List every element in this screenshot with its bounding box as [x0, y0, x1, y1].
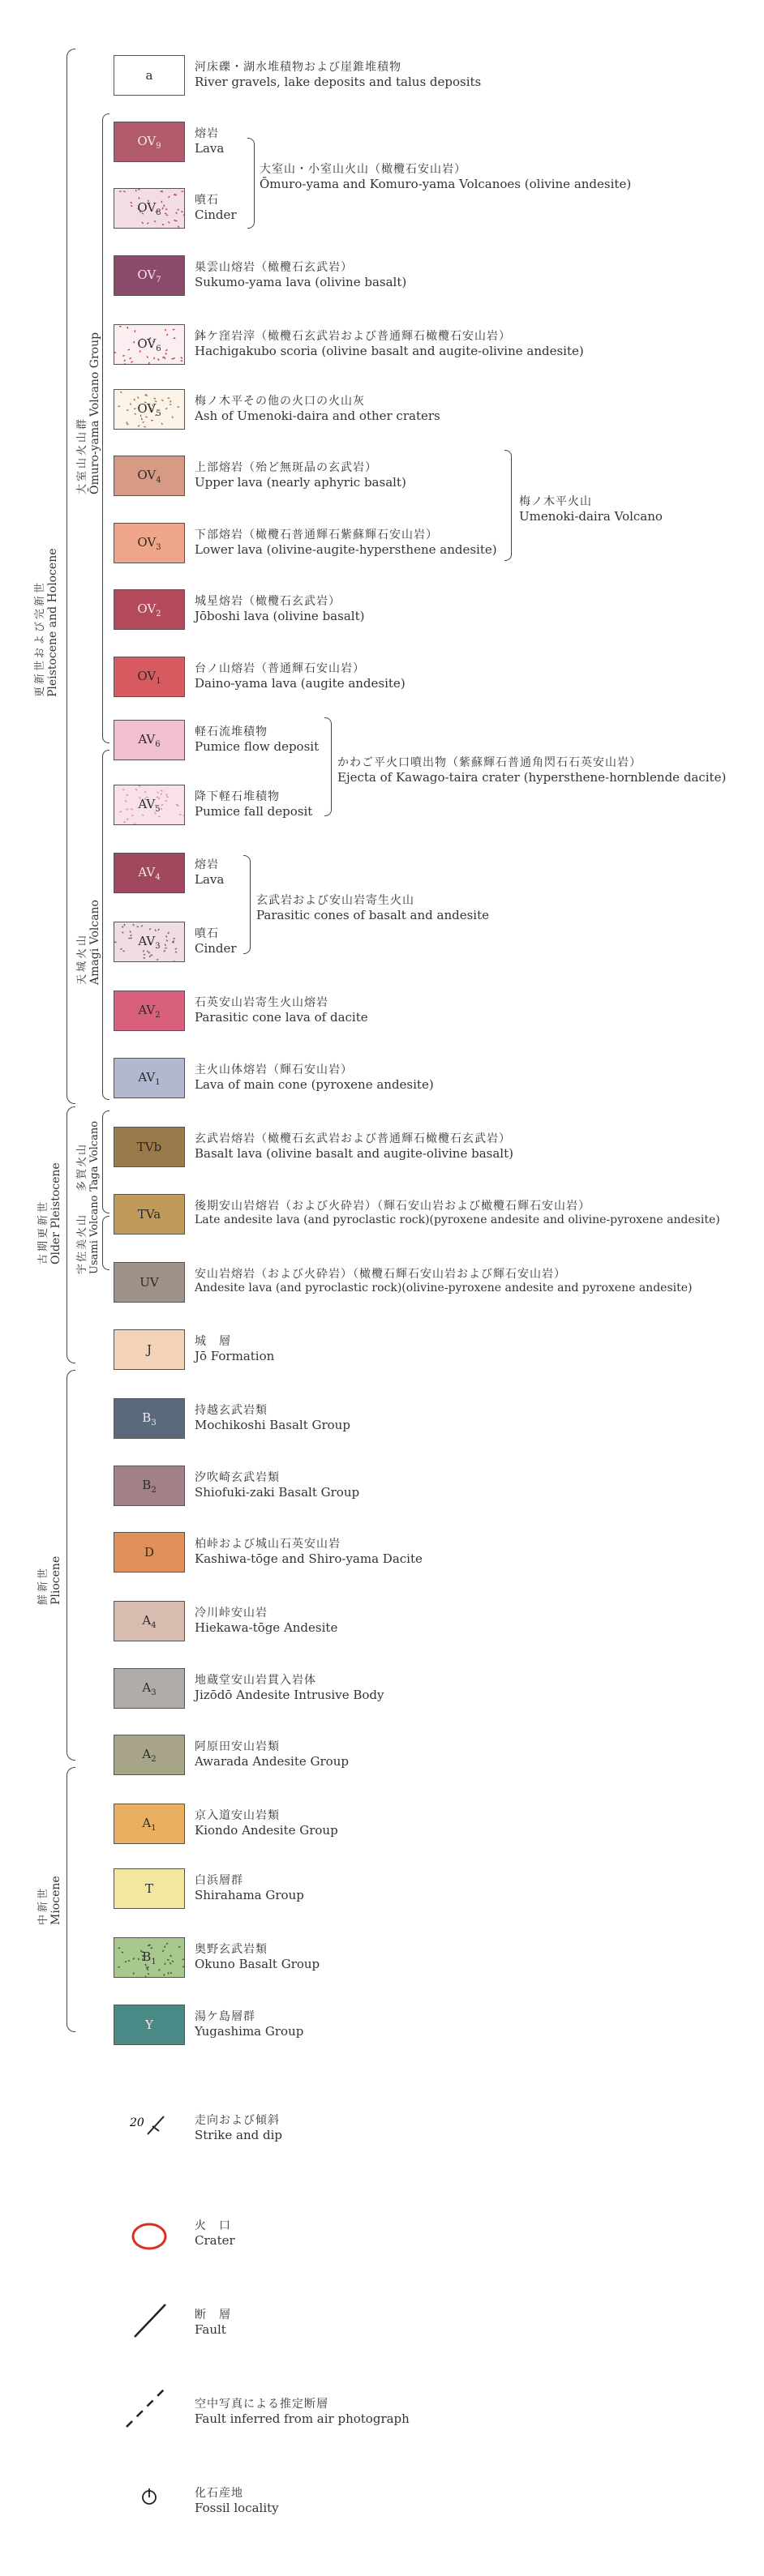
unit-label-jp: 城 層: [195, 1335, 231, 1348]
unit-code: $OV_5$: [137, 400, 161, 418]
unit-label-jp: 主火山体熔岩（輝石安山岩）: [195, 1063, 353, 1076]
unit-swatch-av2: [114, 991, 185, 1031]
unit-label-en: Jō Formation: [195, 1349, 275, 1363]
unit-code: $AV_1$: [138, 1069, 161, 1087]
unit-description-a1: [195, 1807, 338, 1838]
unit-description-b3: [195, 1401, 350, 1432]
unit-swatch-a1: [114, 1804, 185, 1844]
unit-label-en: Basalt lava (olivine basalt and augite-olivine basalt): [195, 1146, 513, 1161]
unit-code: $B_2$: [142, 1477, 157, 1495]
unit-swatch-ov8: [114, 188, 185, 229]
group-brace-amagi: [102, 750, 109, 1100]
unit-description-d: [195, 1535, 423, 1566]
unit-label-en: Pumice fall deposit: [195, 804, 313, 819]
unit-label-jp: 湯ケ島層群: [195, 2010, 255, 2023]
unit-description-a3: [195, 1671, 384, 1702]
unit-label-jp: 降下軽石堆積物: [195, 790, 280, 803]
unit-label-jp: 後期安山岩熔岩（および火砕岩）（輝石安山岩および橄欖石輝石安山岩）: [195, 1200, 590, 1213]
unit-description-ov6: [195, 327, 584, 358]
unit-swatch-ov2: [114, 589, 185, 630]
unit-code: UV: [139, 1275, 159, 1290]
unit-code: $OV_6$: [137, 336, 161, 353]
unit-description-ov8: [195, 191, 237, 222]
unit-label-en: Cinder: [195, 941, 237, 956]
unit-label-jp: 噴石: [195, 927, 219, 940]
unit-label-en: Okuno Basalt Group: [195, 1957, 320, 1971]
unit-label-jp: 梅ノ木平その他の火口の火山灰: [195, 395, 365, 408]
unit-code: $A_1$: [142, 1815, 157, 1833]
group-kawago: かわご平火口噴出物（紫蘇輝石普通角閃石石英安山岩） Ejecta of Kawago-taira crater (hypersthene-hornblende dacite): [337, 756, 727, 785]
unit-description-ov5: [195, 392, 440, 423]
unit-label-jp: 柏峠および城山石英安山岩: [195, 1538, 341, 1551]
symbol-fault: 断 層 Fault: [195, 2309, 231, 2337]
unit-swatch-av1: [114, 1058, 185, 1098]
epoch-brace-miocene: [67, 1767, 75, 2032]
unit-label-jp: 熔岩: [195, 858, 219, 871]
unit-code: $OV_7$: [137, 267, 161, 285]
unit-description-ov2: [195, 593, 364, 623]
unit-label-jp: 河床礫・湖水堆積物および崖錐堆積物: [195, 61, 401, 74]
unit-swatch-ov1: [114, 657, 185, 697]
unit-code: $AV_3$: [138, 933, 161, 951]
unit-label-en: Kiondo Andesite Group: [195, 1823, 338, 1838]
unit-label-jp: 鉢ケ窪岩滓（橄欖石玄武岩および普通輝石橄欖石安山岩）: [195, 330, 511, 343]
unit-label-jp: 汐吹崎玄武岩類: [195, 1471, 280, 1484]
unit-swatch-a4: [114, 1601, 185, 1641]
symbol-inferred-fault: 空中写真による推定断層 Fault inferred from air photograph: [195, 2398, 410, 2426]
unit-label-jp: 玄武岩熔岩（橄欖石玄武岩および普通輝石橄欖石玄武岩）: [195, 1132, 511, 1145]
group-brace-taga: [102, 1110, 109, 1213]
unit-description-av5: [195, 788, 312, 819]
unit-label-jp: 白浜層群: [195, 1874, 243, 1887]
unit-swatch-av4: [114, 853, 185, 893]
unit-description-ov9: [195, 125, 224, 156]
label-pliocene: 鮮新世 Pliocene: [37, 1555, 62, 1605]
unit-description-b1: [195, 1941, 320, 1971]
unit-description-ov3: [195, 526, 497, 557]
unit-code: $OV_1$: [137, 668, 161, 686]
unit-label-en: Parasitic cone lava of dacite: [195, 1010, 368, 1025]
unit-code: $OV_2$: [137, 601, 161, 618]
unit-description-av4: [195, 856, 224, 887]
brace-parasitic: [243, 855, 251, 954]
unit-label-jp: 地蔵堂安山岩貫入岩体: [195, 1674, 316, 1687]
unit-description-ov7: [195, 259, 406, 289]
unit-swatch-tvb: [114, 1127, 185, 1167]
unit-description-a: [195, 58, 481, 89]
unit-label-jp: 奥野玄武岩類: [195, 1943, 268, 1956]
brace-omuro: [247, 138, 255, 229]
unit-description-uv: [195, 1265, 692, 1294]
unit-label-en: Awarada Andesite Group: [195, 1754, 349, 1769]
label-miocene: 中新世 Miocene: [37, 1876, 62, 1925]
unit-description-av2: [195, 994, 368, 1025]
unit-label-en: Lava of main cone (pyroxene andesite): [195, 1077, 434, 1092]
unit-swatch-av5: [114, 785, 185, 825]
unit-swatch-b2: [114, 1466, 185, 1506]
unit-swatch-b1: [114, 1937, 185, 1978]
unit-label-jp: 下部熔岩（橄欖石普通輝石紫蘇輝石安山岩）: [195, 528, 438, 541]
unit-code: $B_1$: [142, 1949, 157, 1966]
brace-kawago: [324, 717, 332, 816]
unit-code: $AV_2$: [138, 1002, 161, 1020]
label-older-pleistocene: 古期更新世 Older Pleistocene: [37, 1162, 62, 1264]
unit-code: $A_2$: [142, 1746, 157, 1764]
label-amagi: 天城火山 Amagi Volcano: [76, 900, 101, 985]
group-brace-usami: [102, 1216, 109, 1270]
unit-label-jp: 噴石: [195, 194, 219, 207]
unit-label-jp: 阿原田安山岩類: [195, 1740, 280, 1753]
crater-icon: [130, 2221, 169, 2255]
unit-description-a2: [195, 1738, 349, 1769]
unit-swatch-av3: [114, 922, 185, 962]
unit-label-en: Shiofuki-zaki Basalt Group: [195, 1485, 360, 1500]
unit-label-jp: 熔岩: [195, 127, 219, 140]
unit-description-b2: [195, 1469, 359, 1500]
unit-description-av1: [195, 1061, 434, 1092]
unit-swatch-av6: [114, 720, 185, 760]
unit-swatch-a3: [114, 1668, 185, 1709]
unit-description-a4: [195, 1604, 337, 1635]
unit-code: $B_3$: [142, 1410, 157, 1427]
unit-swatch-t: [114, 1868, 185, 1909]
unit-description-av3: [195, 925, 237, 956]
unit-label-en: Kashiwa-tōge and Shiro-yama Dacite: [195, 1551, 423, 1566]
unit-code: $OV_3$: [137, 534, 161, 552]
label-omuro-group: 大室山火山群 Ōmuro-yama Volcano Group: [76, 332, 101, 494]
unit-swatch-ov5: [114, 389, 185, 430]
unit-code: $A_3$: [142, 1680, 157, 1697]
group-umenoki: 梅ノ木平火山 Umenoki-daira Volcano: [519, 495, 663, 524]
unit-label-en: Mochikoshi Basalt Group: [195, 1418, 350, 1432]
unit-code: $A_4$: [142, 1612, 157, 1630]
fossil-icon: [139, 2487, 159, 2510]
unit-swatch-b3: [114, 1398, 185, 1439]
unit-label-jp: 安山岩熔岩（および火砕岩）（橄欖石輝石安山岩および輝石安山岩）: [195, 1268, 566, 1281]
unit-label-en: River gravels, lake deposits and talus deposits: [195, 75, 482, 89]
label-usami: 宇佐美火山 Usami Volcano: [76, 1195, 101, 1274]
unit-swatch-tva: [114, 1194, 185, 1235]
unit-swatch-d: [114, 1532, 185, 1573]
unit-description-t: [195, 1872, 304, 1902]
unit-code: TVa: [137, 1207, 161, 1222]
group-omuro: 大室山・小室山火山（橄欖石安山岩） Ōmuro-yama and Komuro-yama Volcanoes (olivine andesite): [260, 163, 632, 191]
unit-code: TVb: [136, 1140, 162, 1154]
unit-label-en: Ash of Umenoki-daira and other craters: [195, 409, 440, 423]
unit-swatch-ov9: [114, 122, 185, 162]
unit-swatch-j: [114, 1329, 185, 1370]
label-pleistocene-holocene: 更新世および完新世 Pleistocene and Holocene: [34, 548, 59, 697]
unit-code: $OV_8$: [137, 199, 161, 217]
unit-label-en: Sukumo-yama lava (olivine basalt): [195, 275, 407, 289]
unit-code: J: [146, 1342, 152, 1357]
unit-label-en: Jōboshi lava (olivine basalt): [195, 609, 365, 623]
unit-swatch-ov3: [114, 523, 185, 563]
unit-label-en: Hachigakubo scoria (olivine basalt and augite-olivine andesite): [195, 344, 584, 358]
unit-label-jp: 石英安山岩寄生火山熔岩: [195, 996, 328, 1009]
unit-label-en: Lava: [195, 141, 225, 156]
unit-label-jp: 持越玄武岩類: [195, 1404, 268, 1417]
epoch-brace-pliocene: [67, 1370, 75, 1761]
symbol-strike-dip: 走向および傾斜 Strike and dip: [195, 2114, 282, 2142]
unit-swatch-ov6: [114, 324, 185, 365]
unit-code: $OV_9$: [137, 133, 161, 151]
unit-swatch-ov7: [114, 255, 185, 296]
unit-label-en: Yugashima Group: [195, 2024, 304, 2039]
brace-umenoki: [504, 450, 512, 561]
unit-description-y: [195, 2008, 303, 2039]
unit-label-en: Late andesite lava (and pyroclastic rock)(pyroxene andesite and olivine-pyroxene andesite): [195, 1213, 720, 1226]
unit-swatch-a: [114, 55, 185, 96]
svg-text:20: 20: [130, 2116, 144, 2129]
unit-label-jp: 上部熔岩（殆ど無斑晶の玄武岩）: [195, 461, 377, 474]
unit-description-tva: [195, 1197, 720, 1226]
unit-swatch-a2: [114, 1735, 185, 1775]
symbol-crater: 火 口 Crater: [195, 2219, 235, 2248]
unit-label-jp: 冷川峠安山岩: [195, 1607, 268, 1620]
unit-description-tvb: [195, 1130, 513, 1161]
unit-code: $AV_6$: [138, 731, 161, 749]
unit-description-ov1: [195, 660, 406, 691]
unit-swatch-y: [114, 2005, 185, 2045]
unit-description-ov4: [195, 459, 406, 490]
unit-label-en: Daino-yama lava (augite andesite): [195, 676, 406, 691]
unit-label-en: Andesite lava (and pyroclastic rock)(olivine-pyroxene andesite and pyroxene andesite): [195, 1282, 693, 1294]
unit-description-j: [195, 1333, 274, 1363]
unit-code: $AV_5$: [138, 796, 161, 814]
unit-swatch-uv: [114, 1262, 185, 1303]
unit-label-jp: 台ノ山熔岩（普通輝石安山岩）: [195, 662, 365, 675]
unit-label-jp: 城星熔岩（橄欖石玄武岩）: [195, 595, 341, 608]
unit-swatch-ov4: [114, 456, 185, 496]
inferred-fault-icon: [122, 2383, 170, 2435]
unit-code: $AV_4$: [138, 864, 161, 882]
group-parasitic: 玄武岩および安山岩寄生火山 Parasitic cones of basalt and andesite: [256, 894, 489, 922]
unit-code: a: [145, 68, 153, 83]
unit-label-jp: 軽石流堆積物: [195, 725, 268, 738]
fault-icon: [130, 2300, 170, 2344]
unit-label-en: Upper lava (nearly aphyric basalt): [195, 475, 406, 490]
unit-code: Y: [145, 2018, 153, 2032]
label-taga: 多賀火山 Taga Volcano: [76, 1120, 101, 1192]
unit-label-en: Lower lava (olivine-augite-hypersthene andesite): [195, 542, 497, 557]
strike-dip-icon: [130, 2112, 170, 2139]
unit-code: D: [144, 1545, 155, 1560]
unit-label-jp: 巣雲山熔岩（橄欖石玄武岩）: [195, 261, 353, 274]
unit-label-en: Shirahama Group: [195, 1888, 304, 1902]
unit-label-en: Jizōdō Andesite Intrusive Body: [195, 1688, 384, 1702]
symbol-fossil: 化石産地 Fossil locality: [195, 2487, 279, 2515]
unit-description-av6: [195, 723, 319, 754]
unit-label-en: Lava: [195, 872, 225, 887]
unit-code: T: [144, 1881, 153, 1896]
group-brace-omuro: [102, 113, 109, 743]
unit-label-en: Cinder: [195, 208, 237, 222]
unit-label-en: Pumice flow deposit: [195, 739, 320, 754]
unit-label-en: Hiekawa-tōge Andesite: [195, 1620, 338, 1635]
unit-code: $OV_4$: [137, 467, 161, 485]
unit-label-jp: 京入道安山岩類: [195, 1809, 280, 1822]
